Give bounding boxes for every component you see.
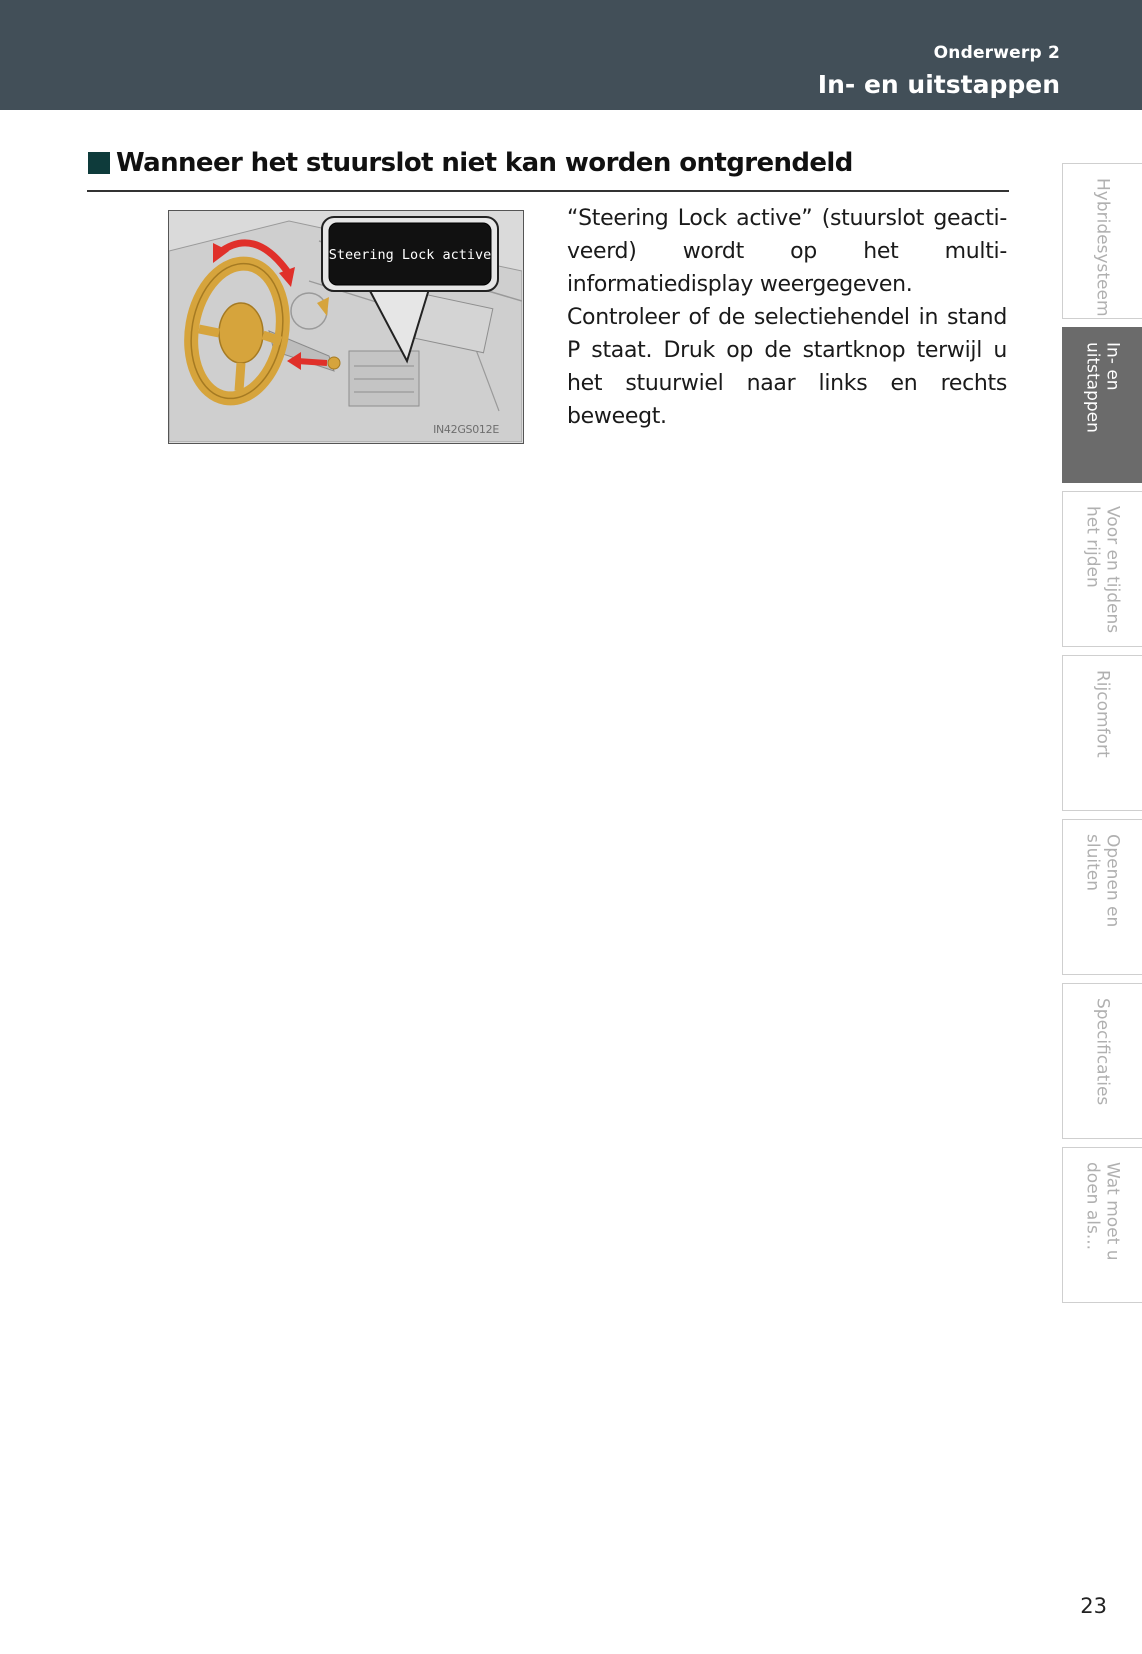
tab-voor-en-tijdens-het-rijden[interactable] [1062,491,1142,647]
tab-wat-moet-u-doen-als[interactable] [1062,1147,1142,1303]
section-marker-icon [88,152,110,174]
page-number: 23 [1080,1594,1107,1618]
paragraph-message: “Steering Lock active” (stuurslot geacti-veerd) wordt op het multi-informatiedisplay weergegeven. [567,206,1007,297]
section-title: Wanneer het stuurslot niet kan worden ontgrendeld [116,148,853,178]
tab-label: Voor en tijdens het rijden [1082,506,1123,634]
display-message: Steering Lock active [328,247,492,263]
page-header [0,0,1142,110]
tab-label: Rijcomfort [1092,670,1113,758]
section-heading [88,148,1008,178]
tab-label: Specificaties [1092,998,1113,1106]
illustration-drawing [169,211,522,442]
figure-code: IN42GS012E [433,423,499,436]
instruction-text [567,202,1007,433]
paragraph-action: Controleer of de selectiehendel in stand P staat. Druk op de startknop terwijl u het stuurwiel naar links en rechts beweegt. [567,305,1007,429]
tab-in-en-uitstappen[interactable] [1062,327,1142,483]
chapter-title: In- en uitstappen [817,70,1060,99]
tab-label: Openen en sluiten [1082,834,1123,928]
tab-label: Wat moet u doen als... [1082,1162,1123,1261]
tab-label: In- en uitstappen [1082,342,1123,433]
press-arrow-icon [297,361,327,363]
tab-hybridesysteem[interactable] [1062,163,1142,319]
tab-openen-en-sluiten[interactable] [1062,819,1142,975]
steering-lock-illustration [168,210,524,444]
tab-specificaties[interactable] [1062,983,1142,1139]
tab-rijcomfort[interactable] [1062,655,1142,811]
section-divider [87,190,1009,192]
tab-label: Hybridesysteem [1092,178,1113,317]
chapter-label: Onderwerp 2 [933,43,1060,63]
